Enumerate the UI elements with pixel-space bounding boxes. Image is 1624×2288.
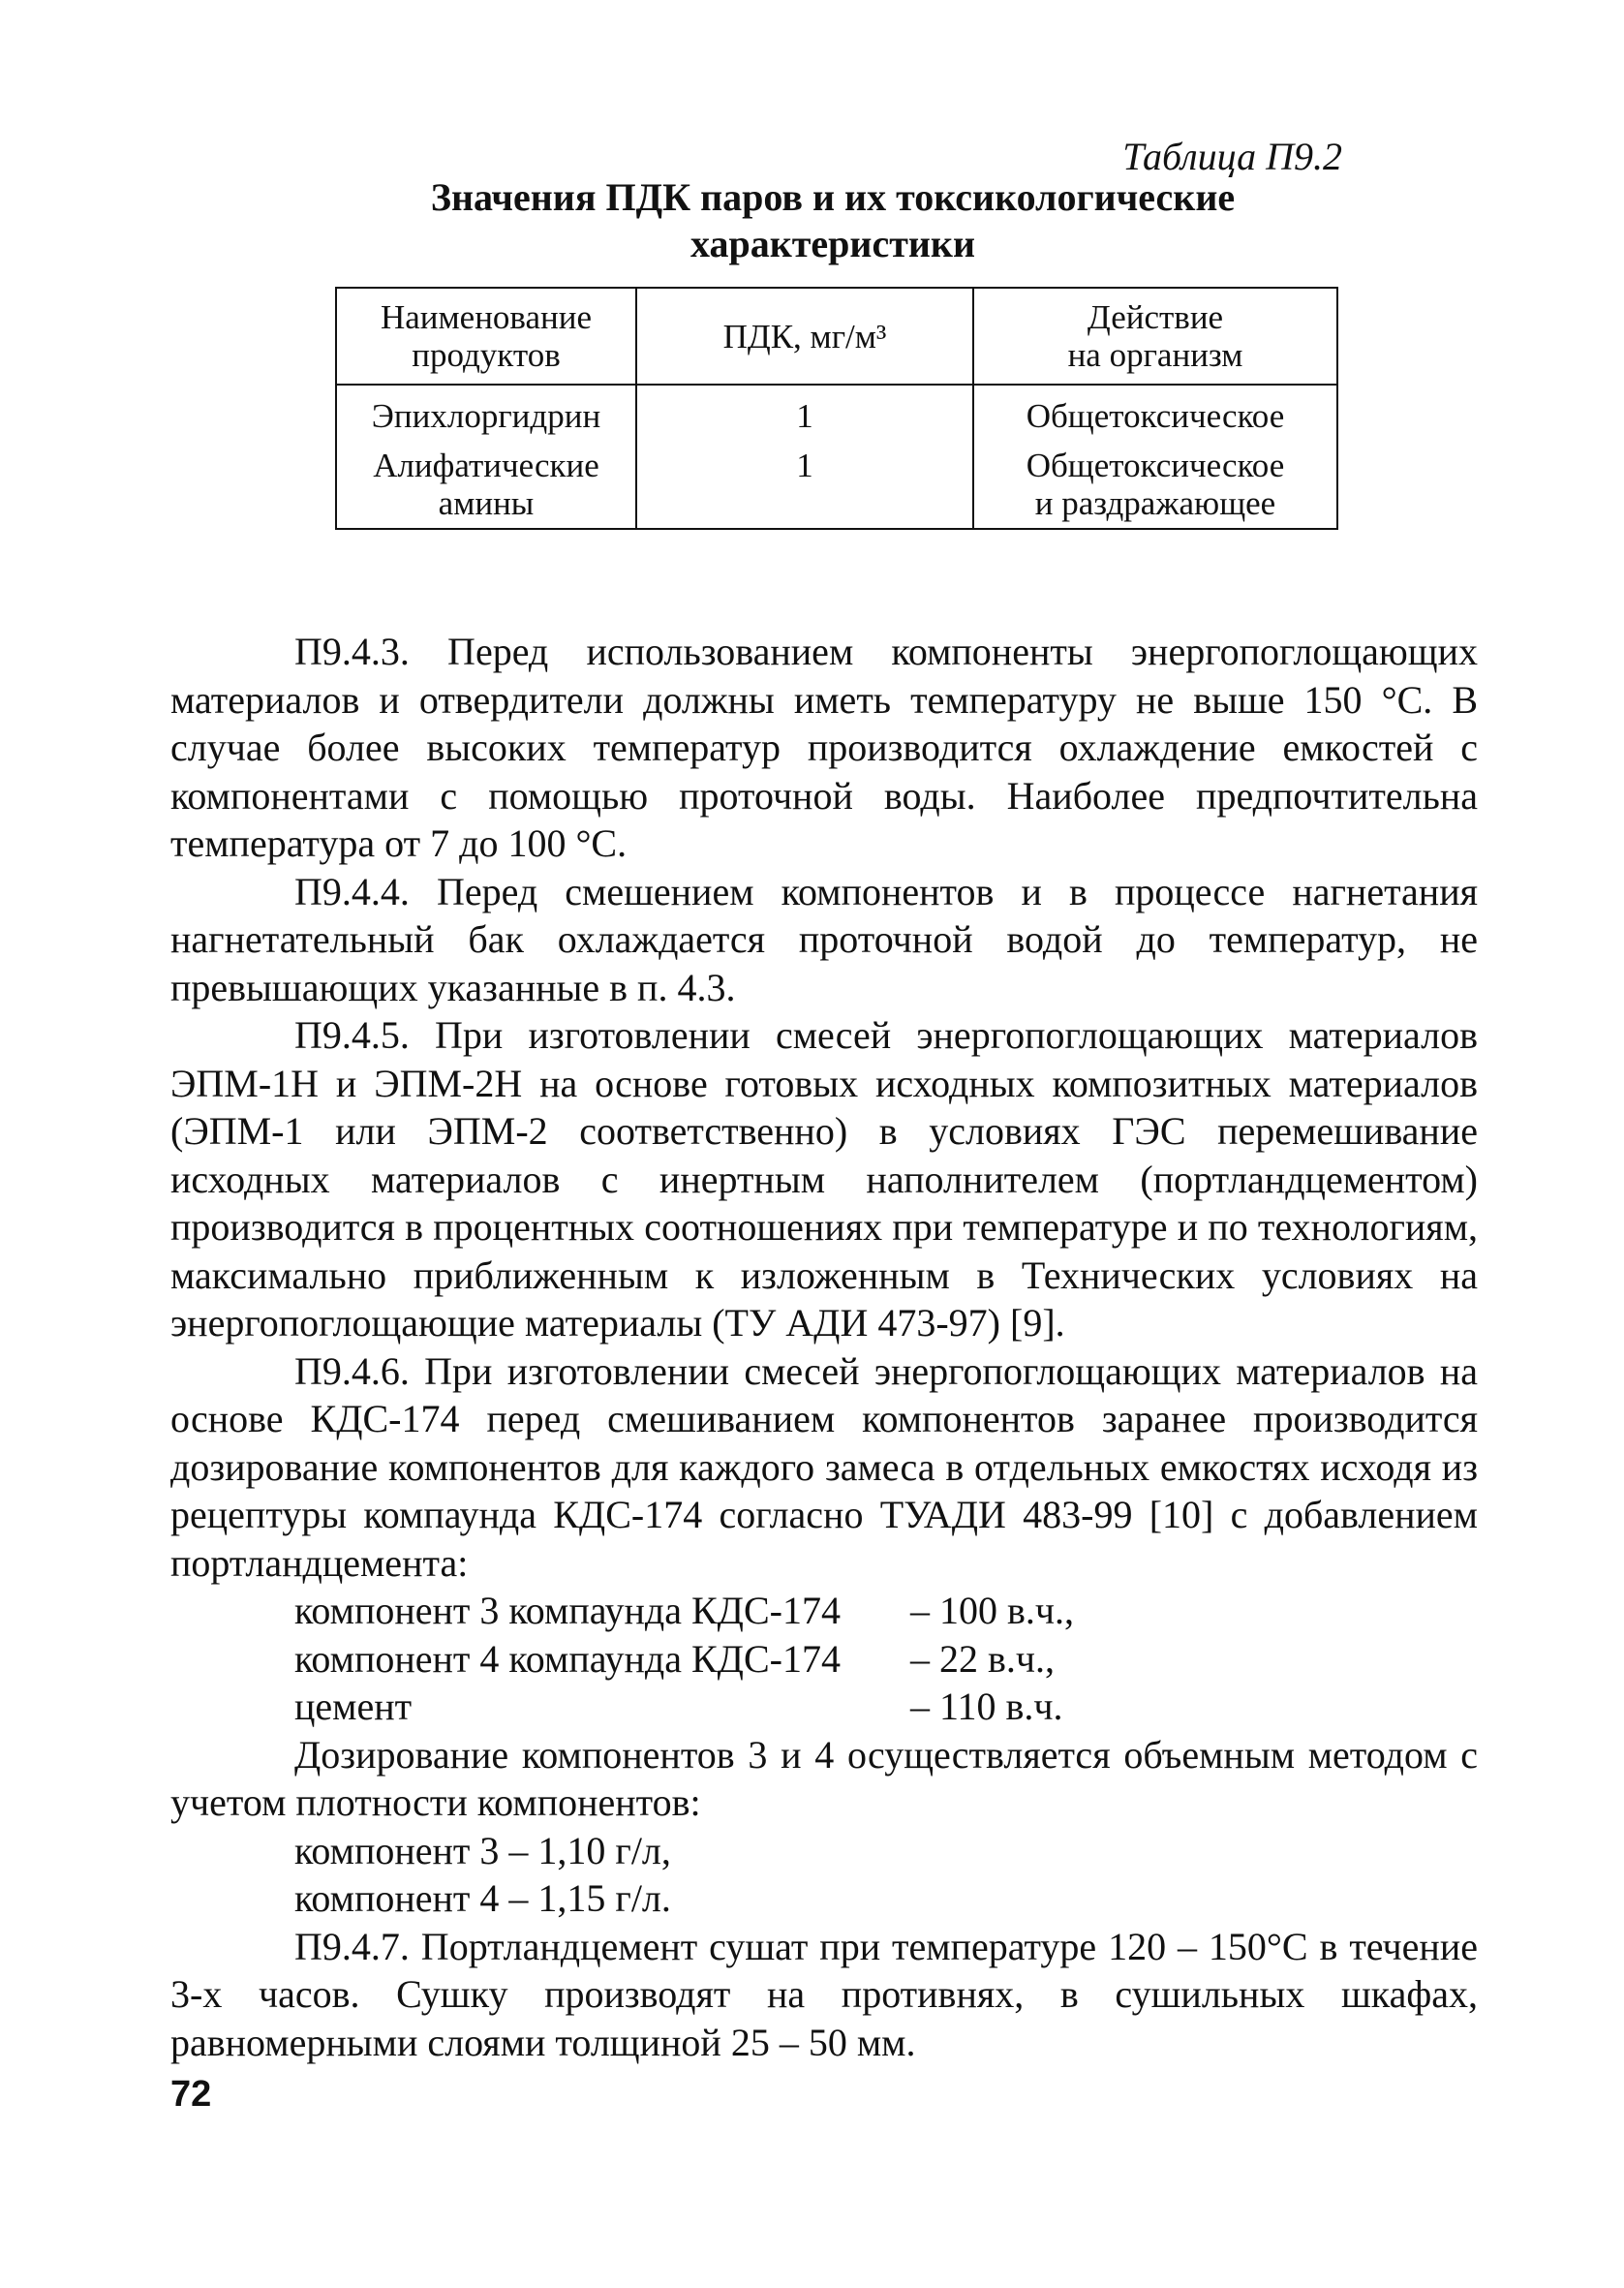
- recipe-component-value: – 110 в.ч.: [910, 1685, 1063, 1728]
- list-item: [170, 1635, 1478, 1684]
- list-item: компонент 4 – 1,15 г/л.: [294, 1876, 671, 1920]
- table-title-line: характеристики: [689, 222, 975, 265]
- paragraph-p9-4-3: П9.4.3. Перед использованием компоненты энергопоглощающих материалов и отвердители должны иметь температуру не выше 150 °С. В случае более высоких температур производится охлаждение емкостей с компонентами с помощью проточной воды. Наиболее предпочтительна температура от 7 до 100 °С.: [170, 630, 1478, 865]
- body-text: [170, 628, 1478, 2066]
- table-header-row: [336, 288, 1337, 385]
- table-title-line: Значения ПДК паров и их токсикологические: [430, 175, 1236, 219]
- density-list: [170, 1827, 1478, 1923]
- cell-effect: Общетоксическое и раздражающее: [973, 441, 1337, 529]
- header-effect: Действие на организм: [973, 288, 1337, 385]
- paragraph-p9-4-6: П9.4.6. При изготовлении смесей энергопоглощающих материалов на основе КДС-174 перед смешиванием компонентов заранее производится дозирование компонентов для каждого замеса в отдельных емкостях исходя из рецептуры компаунда КДС-174 согласно ТУАДИ 483-99 [10] с добавлением портландцемента:: [170, 1348, 1478, 1585]
- cell-pdk: 1: [636, 441, 973, 529]
- recipe-component-name: компонент 3 компаунда КДС-174: [294, 1589, 841, 1632]
- page-number: 72: [170, 2074, 212, 2115]
- list-item: [170, 1587, 1478, 1635]
- table-title: [339, 174, 1327, 267]
- cell-effect: Общетоксическое: [973, 385, 1337, 441]
- header-product-name: Наименование продуктов: [336, 288, 636, 385]
- recipe-component-name: цемент: [294, 1685, 413, 1728]
- pdk-table: [335, 287, 1338, 530]
- table-row: [336, 441, 1337, 529]
- paragraph-dosing: Дозирование компонентов 3 и 4 осуществляется объемным методом с учетом плотности компонентов:: [170, 1732, 1478, 1824]
- paragraph-p9-4-5: П9.4.5. При изготовлении смесей энергопоглощающих материалов ЭПМ-1Н и ЭПМ-2Н на основе готовых исходных композитных материалов (ЭПМ-1 или ЭПМ-2 соответственно) в условиях ГЭС перемешивание исходных материалов с инертным наполнителем (портландцементом) производится в процентных соотношениях при температуре и по технологиям, максимально приближенным к изложенным в Технических условиях на энергопоглощающие материалы (ТУ АДИ 473-97) [9].: [170, 1013, 1478, 1345]
- header-pdk: ПДК, мг/м³: [636, 288, 973, 385]
- paragraph-p9-4-4: П9.4.4. Перед смешением компонентов и в процессе нагнетания нагнетательный бак охлаждается проточной водой до температур, не превышающих указанные в п. 4.3.: [170, 869, 1478, 1009]
- recipe-component-value: – 22 в.ч.,: [910, 1636, 1056, 1681]
- paragraph-p9-4-7: П9.4.7. Портландцемент сушат при температуре 120 – 150°С в течение 3-х часов. Сушку производят на противнях, в сушильных шкафах, равномерными слоями толщиной 25 – 50 мм.: [170, 1924, 1478, 2064]
- table-label: Таблица П9.2: [1122, 135, 1342, 178]
- cell-pdk: 1: [636, 385, 973, 441]
- table-row: [336, 385, 1337, 441]
- recipe-list: [170, 1587, 1478, 1731]
- cell-product-name: Эпихлоргидрин: [336, 385, 636, 441]
- cell-product-name: Алифатические амины: [336, 441, 636, 529]
- list-item: компонент 3 – 1,10 г/л,: [294, 1828, 671, 1872]
- list-item: [170, 1683, 1478, 1731]
- recipe-component-name: компонент 4 компаунда КДС-174: [294, 1636, 841, 1681]
- recipe-component-value: – 100 в.ч.,: [910, 1589, 1075, 1632]
